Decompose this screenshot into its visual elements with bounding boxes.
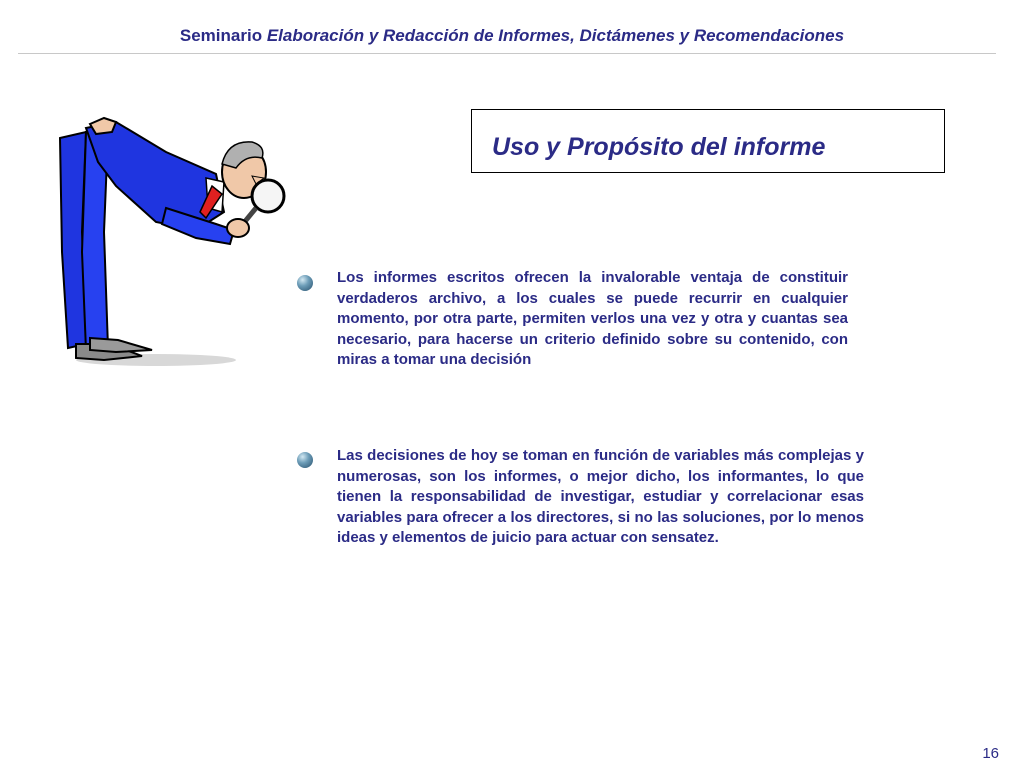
slide-header	[0, 26, 1024, 46]
header-label: Seminario	[179, 26, 263, 45]
header-subtitle: Elaboración y Redacción de Informes, Dictámenes y Recomendaciones	[266, 26, 845, 45]
title-box	[471, 109, 945, 173]
page-number: 16	[982, 745, 999, 762]
bullet-paragraph: Las decisiones de hoy se toman en función de variables más complejas y numerosas, son los informes, o mejor dicho, los informantes, lo que tienen la responsabilidad de investigar, estudiar y correlacionar esas variables para ofrecer a los directores, si no las soluciones, por lo menos ideas y elementos de juicio para actuar con sensatez.	[337, 447, 864, 546]
sphere-bullet-icon	[297, 275, 313, 291]
sphere-bullet-icon	[297, 452, 313, 468]
man-with-magnifying-glass-illustration	[46, 112, 296, 372]
bullet-paragraph: Los informes escritos ofrecen la invalorable ventaja de constituir verdaderos archivo, a los cuales se puede recurrir en cualquier momento, por otra parte, permiten verlos una vez y otra y cuantas sea necesario, para hacerse un criterio definido sobre su contenido, con miras a tomar una decisión	[337, 269, 848, 368]
header-divider	[18, 53, 996, 54]
slide-title: Uso y Propósito del informe	[492, 133, 826, 161]
